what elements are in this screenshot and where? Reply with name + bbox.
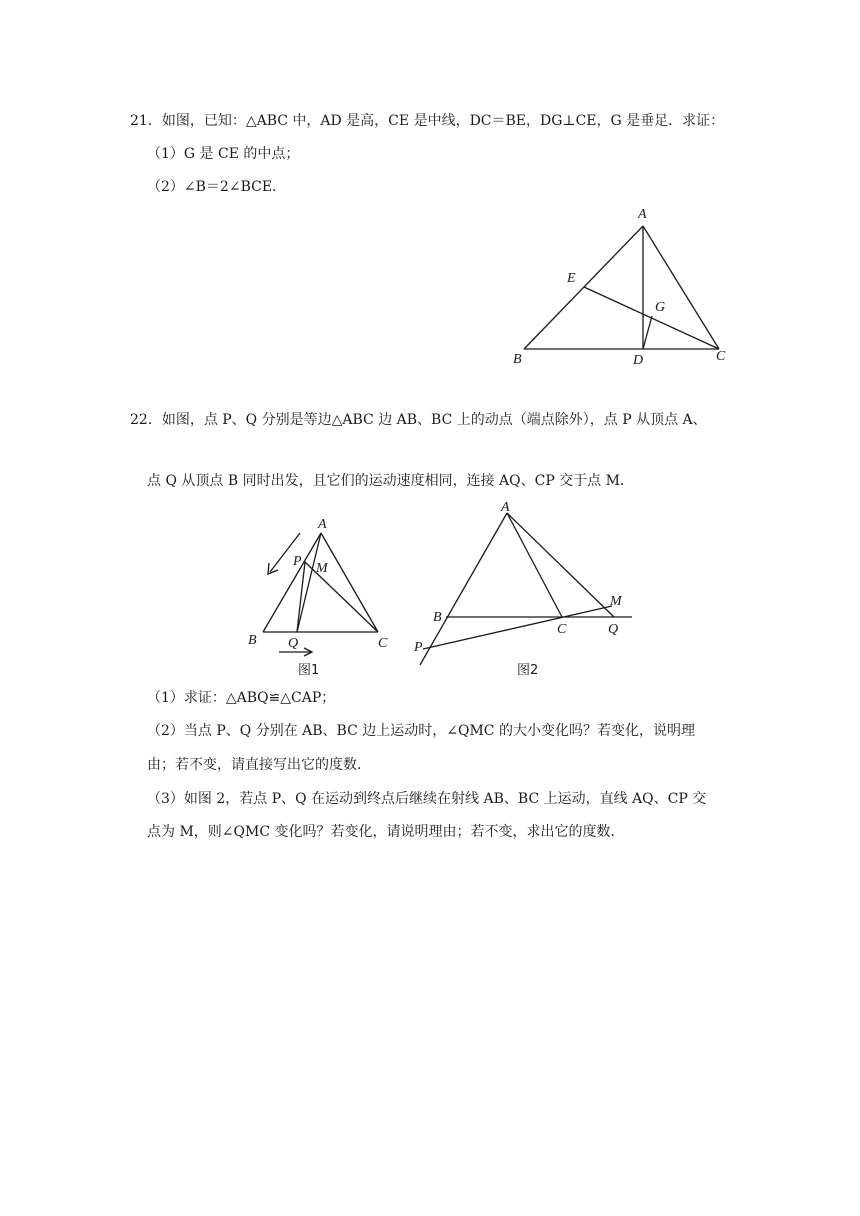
segment-ac bbox=[321, 533, 378, 632]
q22-part1: （1）求证：△ABQ≌△CAP； bbox=[147, 690, 336, 706]
label-c: C bbox=[378, 636, 388, 651]
segment-aq bbox=[297, 533, 321, 632]
label-a: A bbox=[501, 500, 510, 515]
q22-part2-line2: 由；若不变，请直接写出它的度数． bbox=[147, 757, 371, 773]
label-p: P bbox=[414, 640, 423, 655]
segment-dg bbox=[643, 316, 652, 349]
label-b: B bbox=[513, 352, 522, 367]
label-e: E bbox=[567, 271, 576, 286]
label-m: M bbox=[316, 561, 328, 576]
q21-stem: 21．如图，已知：△ABC 中，AD 是高，CE 是中线，DC＝BE，DG⊥CE，G 是垂足．求证： bbox=[130, 113, 725, 129]
label-q: Q bbox=[608, 622, 619, 637]
label-p: P bbox=[293, 554, 302, 569]
label-a: A bbox=[318, 517, 327, 532]
q22-part2-line1: （2）当点 P、Q 分别在 AB、BC 边上运动时，∠QMC 的大小变化吗？若变化，说明理 bbox=[147, 723, 695, 739]
line-aq bbox=[507, 513, 614, 617]
label-a: A bbox=[638, 207, 647, 222]
label-m: M bbox=[610, 594, 622, 609]
label-q: Q bbox=[288, 636, 299, 651]
q22-stem-line1: 22．如图，点 P、Q 分别是等边△ABC 边 AB、BC 上的动点（端点除外），点 P 从顶点 A、 bbox=[130, 412, 707, 428]
q22-stem-line2: 点 Q 从顶点 B 同时出发，且它们的运动速度相同，连接 AQ、CP 交于点 M． bbox=[147, 473, 634, 489]
label-d: D bbox=[633, 353, 644, 368]
figure2-caption: 图2 bbox=[517, 663, 539, 678]
q22-part3-line1: （3）如图 2，若点 P、Q 在运动到终点后继续在射线 AB、BC 上运动，直线 AQ、CP 交 bbox=[147, 791, 707, 807]
label-g: G bbox=[655, 300, 666, 315]
q22-figure1 bbox=[240, 510, 400, 685]
segment-ab-ray bbox=[420, 513, 507, 665]
label-b: B bbox=[433, 610, 442, 625]
line-pm bbox=[423, 606, 612, 649]
segment-ac bbox=[507, 513, 562, 617]
q21-part2: （2）∠B＝2∠BCE． bbox=[147, 179, 287, 195]
q22-figure2 bbox=[405, 495, 640, 685]
q22-part3-line2: 点为 M，则∠QMC 变化吗？若变化，请说明理由；若不变，求出它的度数． bbox=[147, 824, 625, 840]
figure1-caption: 图1 bbox=[298, 663, 320, 678]
q21-part1: （1）G 是 CE 的中点； bbox=[147, 146, 300, 162]
q21-figure bbox=[500, 200, 750, 375]
label-b: B bbox=[248, 633, 257, 648]
label-c: C bbox=[716, 349, 726, 364]
segment-ab bbox=[524, 226, 643, 349]
segment-ac bbox=[643, 226, 719, 349]
segment-ab bbox=[263, 533, 321, 632]
label-c: C bbox=[557, 622, 567, 637]
